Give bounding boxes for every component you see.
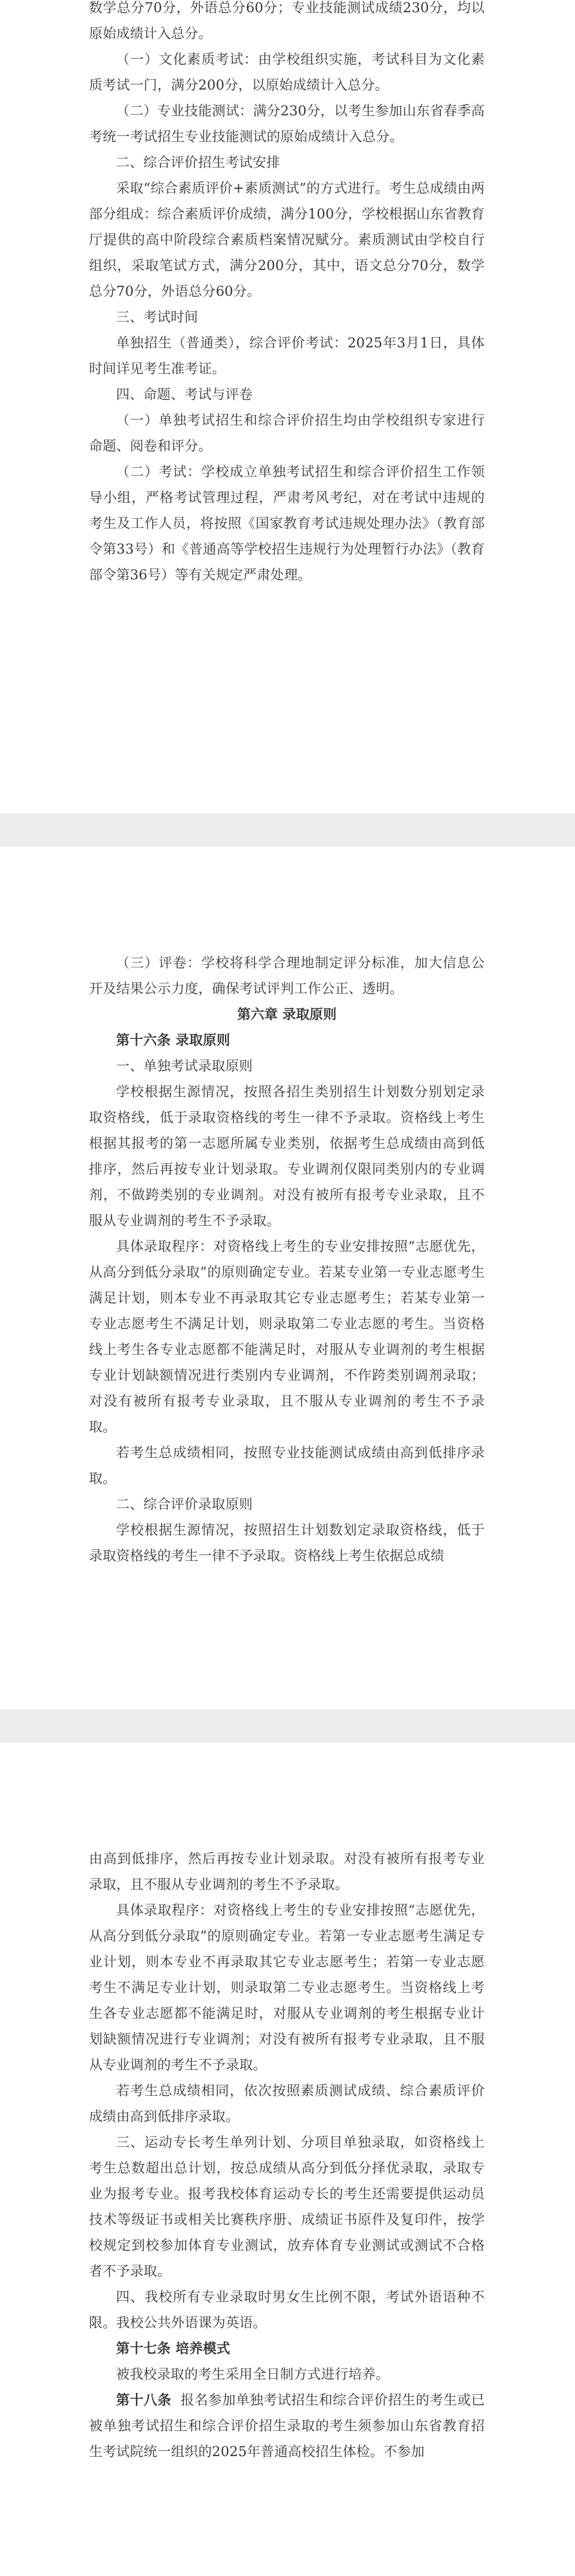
paragraph xyxy=(89,2387,485,2465)
paragraph: 若考生总成绩相同，依次按照素质测试成绩、综合素质评价成绩由高到低排序录取。 xyxy=(89,2083,485,2124)
section-heading: 二、综合评价录取原则 xyxy=(116,1496,253,1512)
section-heading: 一、单独考试录取原则 xyxy=(116,1058,253,1074)
paragraph: 由高到低排序，然后再按专业计划录取。对没有被所有报考专业录取，且不服从专业调剂的考生不予录取。 xyxy=(89,1851,485,1892)
paragraph: （二）考试：学校成立单独考试招生和综合评价招生工作领导小组，严格考试管理过程，严肃考风考纪，对在考试中违规的考生及工作人员，将按照《国家教育考试违规处理办法》（教育部令第33号）和《普通高等学校招生违规行为处理暂行办法》（教育部令第36号）等有关规定严肃处理。 xyxy=(89,464,485,583)
article-heading: 第十八条 xyxy=(116,2392,171,2408)
paragraph: 四、我校所有专业录取时男女生比例不限，考试外语语种不限。我校公共外语课为英语。 xyxy=(89,2289,485,2330)
article-text: 报名参加单独考试招生和综合评价招生的考生或已被单独考试招生和综合评价招生录取的考生须参加山东省教育招生考试院统一组织的2025年普通高校招生体检。不参加 xyxy=(89,2392,485,2459)
paragraph: （一）单独考试招生和综合评价招生均由学校组织专家进行命题、阅卷和评分。 xyxy=(89,412,485,454)
section-heading: 三、考试时间 xyxy=(116,309,199,325)
paragraph: （一）文化素质考试：由学校组织实施，考试科目为文化素质考试一门，满分200分，以原始成绩计入总分。 xyxy=(89,52,485,93)
chapter-title: 第六章 录取原则 xyxy=(237,1006,337,1022)
paragraph: 若考生总成绩相同，按照专业技能测试成绩由高到低排序录取。 xyxy=(89,1445,485,1486)
document-page-3 xyxy=(0,1743,575,2576)
paragraph: 三、运动专长考生单列计划、分项目单独录取，如资格线上考生总数超出总计划，按总成绩从高分到低分择优录取，录取专业为报考专业。报考我校体育运动专长的考生还需要提供运动员技术等级证书或相关比赛秩序册、成绩证书原件及复印件，按学校规定到校参加体育专业测试，放弃体育专业测试或测试不合格者不予录取。 xyxy=(89,2135,485,2279)
section-heading: 四、命题、考试与评卷 xyxy=(116,387,253,402)
paragraph: 具体录取程序：对资格线上考生的专业安排按照“志愿优先，从高分到低分录取”的原则确定专业。若第一专业志愿考生满足专业计划，则本专业不再录取其它专业志愿考生；若第一专业志愿考生不满足专业计划，则录取第二专业志愿考生。当资格线上考生各专业志愿都不能满足时，对服从专业调剂的考生根据专业计划缺额情况进行专业调剂；对没有被所有报考专业录取，且不服从专业调剂的考生不予录取。 xyxy=(89,1903,485,2073)
paragraph: 具体录取程序：对资格线上考生的专业安排按照“志愿优先，从高分到低分录取”的原则确定专业。若某专业第一专业志愿考生满足计划，则本专业不再录取其它专业志愿考生；若某专业第一专业志愿考生不满足计划，则录取第二专业志愿的考生。当资格线上考生各专业志愿都不能满足时，对服从专业调剂的考生根据专业计划缺额情况进行类别内专业调剂，不作跨类别调剂录取；对没有被所有报考专业录取，且不服从专业调剂的考生不予录取。 xyxy=(89,1239,485,1435)
paragraph: 单独招生（普通类），综合评价考试：2025年3月1日，具体时间详见考生准考证。 xyxy=(89,335,485,376)
paragraph: 采取“综合素质评价+素质测试”的方式进行。考生总成绩由两部分组成：综合素质评价成绩，满分100分，学校根据山东省教育厅提供的高中阶段综合素质档案情况赋分。素质测试由学校自行组织，采取笔试方式，满分200分，其中，语文总分70分，数学总分70分，外语总分60分。 xyxy=(89,180,485,299)
paragraph: 学校根据生源情况，按照招生计划数划定录取资格线，低于录取资格线的考生一律不予录取。资格线上考生依据总成绩 xyxy=(89,1522,485,1564)
document-page-2 xyxy=(0,847,575,1709)
paragraph: （三）评卷：学校将科学合理地制定评分标准，加大信息公开及结果公示力度，确保考试评判工作公正、透明。 xyxy=(89,955,485,996)
article-heading: 第十六条 录取原则 xyxy=(116,1032,231,1048)
paragraph: 被我校录取的考生采用全日制方式进行培养。 xyxy=(116,2367,389,2382)
paragraph: 学校根据生源情况，按照各招生类别招生计划数分别划定录取资格线，低于录取资格线的考生一律不予录取。资格线上考生根据其报考的第一志愿所属专业类别，依据考生总成绩由高到低排序，然后再按专业计划录取。专业调剂仅限同类别内的专业调剂，不做跨类别的专业调剂。对没有被所有报考专业录取，且不服从专业调剂的考生不予录取。 xyxy=(89,1084,485,1228)
article-heading: 第十七条 培养模式 xyxy=(116,2340,231,2356)
section-heading: 二、综合评价招生考试安排 xyxy=(116,155,280,170)
paragraph: （二）专业技能测试：满分230分，以考生参加山东省春季高考统一考试招生专业技能测试的原始成绩计入总分。 xyxy=(89,103,485,144)
paragraph: 数学总分70分，外语总分60分；专业技能测试成绩230分，均以原始成绩计入总分。 xyxy=(89,0,485,41)
document-page-1 xyxy=(0,0,575,813)
